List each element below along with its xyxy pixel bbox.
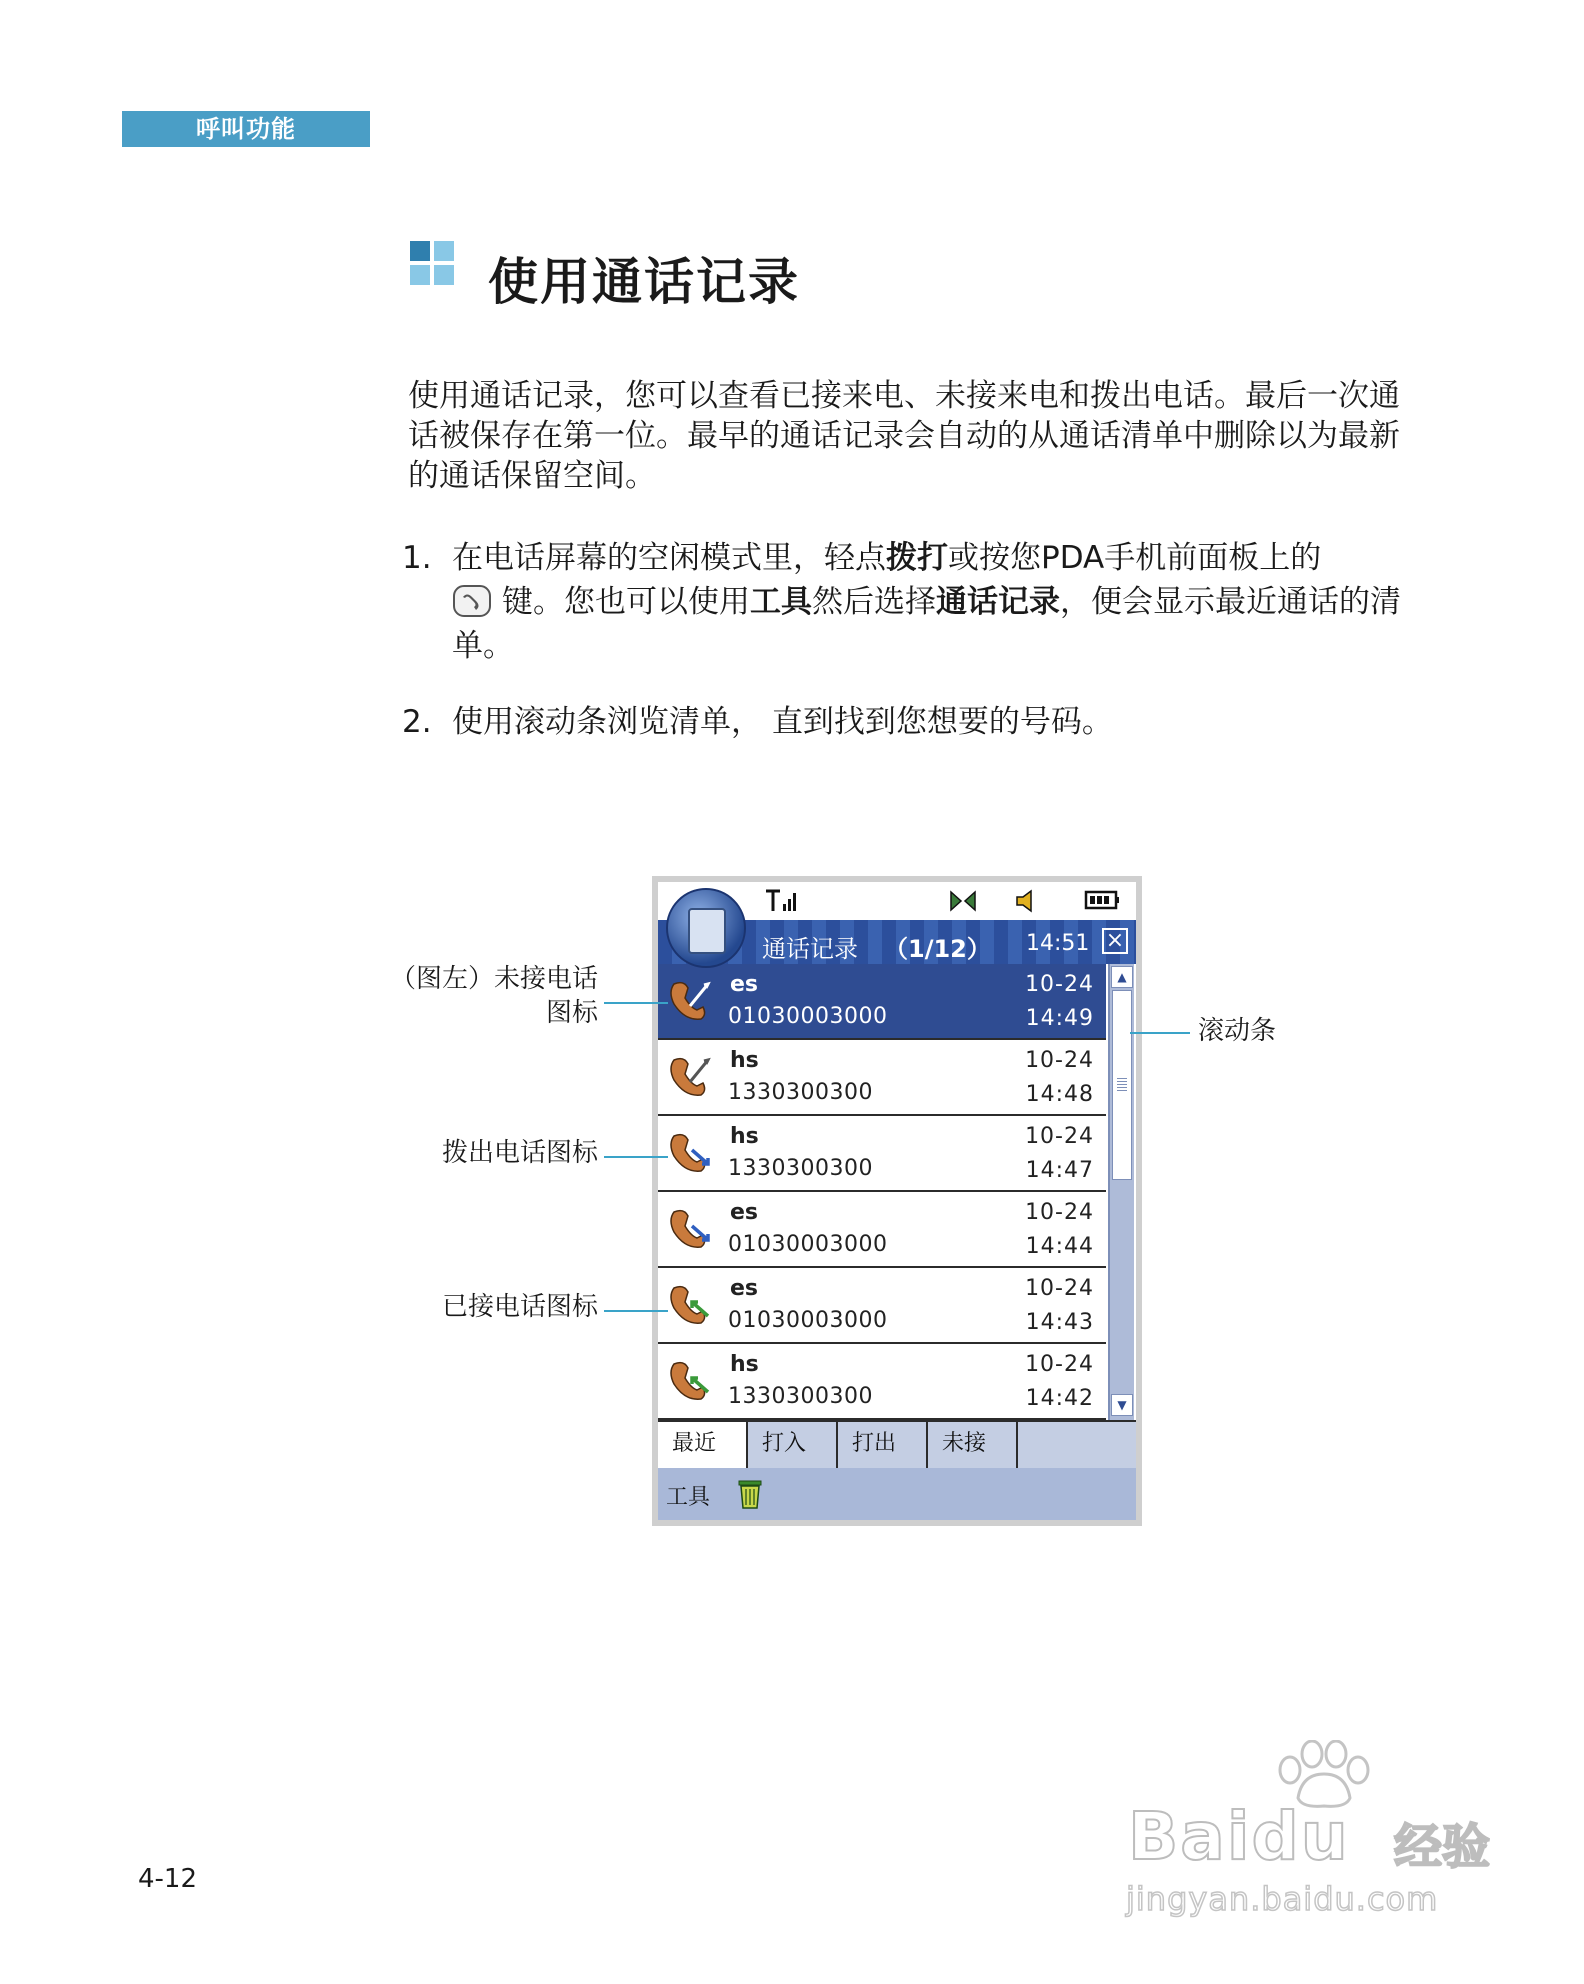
filter-tabs xyxy=(658,1420,1136,1468)
scroll-down-icon[interactable]: ▼ xyxy=(1111,1394,1133,1416)
call-log-row[interactable] xyxy=(658,964,1106,1040)
contact-name: hs xyxy=(730,1124,759,1149)
phone-number: 01030003000 xyxy=(728,1004,888,1029)
intro-paragraph: 使用通话记录，您可以查看已接来电、未接来电和拨出电话。最后一次通话被保存在第一位。最早的通话记录会自动的从通话清单中删除以为最新的通话保留空间。 xyxy=(408,378,1400,494)
window-title: 通话记录 xyxy=(762,935,858,963)
call-log-row[interactable] xyxy=(658,1116,1106,1192)
contact-name: es xyxy=(730,972,759,997)
phone-screenshot xyxy=(652,876,1142,1526)
step-body: 使用滚动条浏览清单， 直到找到您想要的号码。 xyxy=(452,704,1113,740)
call-time: 14:42 xyxy=(1025,1386,1094,1411)
close-button[interactable]: × xyxy=(1102,928,1128,954)
received-call-icon xyxy=(668,1358,712,1404)
tab-incoming[interactable]: 打入 xyxy=(748,1422,838,1468)
record-count: （1/12） xyxy=(884,935,991,963)
call-date: 10-24 xyxy=(1025,1276,1094,1301)
call-log-row[interactable] xyxy=(658,1344,1106,1420)
page-number: 4-12 xyxy=(138,1864,198,1894)
received-call-icon xyxy=(668,1282,712,1328)
call-log-app-icon xyxy=(666,888,746,968)
scrollbar-leader xyxy=(1130,1032,1190,1034)
speaker-icon xyxy=(1014,888,1038,914)
call-date: 10-24 xyxy=(1025,972,1094,997)
received-call-callout: 已接电话图标 xyxy=(441,1292,598,1322)
missed-call-icon xyxy=(668,978,712,1024)
section-tab: 呼叫功能 xyxy=(122,111,370,147)
call-log-list xyxy=(658,964,1106,1420)
call-time: 14:47 xyxy=(1025,1158,1094,1183)
call-time: 14:44 xyxy=(1025,1234,1094,1259)
contact-name: hs xyxy=(730,1048,759,1073)
call-date: 10-24 xyxy=(1025,1124,1094,1149)
tab-outgoing[interactable]: 打出 xyxy=(838,1422,928,1468)
watermark-sub: 经验 xyxy=(1394,1819,1491,1875)
tools-menu-button[interactable]: 工具 xyxy=(666,1485,711,1510)
signal-icon xyxy=(764,888,800,914)
scrollbar-callout: 滚动条 xyxy=(1198,1016,1277,1046)
clock: 14:51 xyxy=(1026,931,1090,956)
bluetooth-icon xyxy=(948,888,978,914)
phone-number: 1330300300 xyxy=(728,1080,873,1105)
missed-call-icon xyxy=(668,1054,712,1100)
step-1 xyxy=(402,536,1422,668)
dialed-call-callout: 拨出电话图标 xyxy=(441,1138,598,1168)
call-time: 14:48 xyxy=(1025,1082,1094,1107)
tools-term: 工具 xyxy=(750,584,812,620)
call-time: 14:49 xyxy=(1025,1006,1094,1031)
call-log-row[interactable] xyxy=(658,1192,1106,1268)
tab-missed[interactable]: 未接 xyxy=(928,1422,1018,1468)
dialed-call-icon xyxy=(668,1130,712,1176)
section-square-icon xyxy=(410,241,454,285)
scroll-up-icon[interactable]: ▲ xyxy=(1111,966,1133,988)
dial-term: 拨打 xyxy=(886,540,948,576)
call-log-row[interactable] xyxy=(658,1268,1106,1344)
step-number: 2. xyxy=(402,704,432,740)
call-key-icon xyxy=(452,584,492,618)
watermark-brand: Baidu xyxy=(1128,1798,1350,1875)
page-title: 使用通话记录 xyxy=(488,253,800,311)
bottom-toolbar xyxy=(658,1468,1136,1520)
dialed-call-icon xyxy=(668,1206,712,1252)
received-call-leader xyxy=(604,1310,668,1312)
missed-call-leader xyxy=(604,1002,668,1004)
scroll-thumb[interactable] xyxy=(1112,990,1132,1180)
call-date: 10-24 xyxy=(1025,1352,1094,1377)
phone-number: 1330300300 xyxy=(728,1156,873,1181)
call-log-row[interactable] xyxy=(658,1040,1106,1116)
step-number: 1. xyxy=(402,540,432,576)
phone-screen xyxy=(658,882,1136,1520)
missed-call-callout: （图左）未接电话 图标 xyxy=(389,964,598,1028)
call-date: 10-24 xyxy=(1025,1048,1094,1073)
phone-number: 01030003000 xyxy=(728,1308,888,1333)
dialed-call-leader xyxy=(604,1156,668,1158)
contact-name: es xyxy=(730,1200,759,1225)
contact-name: es xyxy=(730,1276,759,1301)
watermark-url: jingyan.baidu.com xyxy=(1126,1880,1439,1918)
contact-name: hs xyxy=(730,1352,759,1377)
phone-number: 01030003000 xyxy=(728,1232,888,1257)
battery-icon xyxy=(1084,888,1120,912)
call-date: 10-24 xyxy=(1025,1200,1094,1225)
phone-number: 1330300300 xyxy=(728,1384,873,1409)
trash-icon[interactable] xyxy=(736,1478,764,1510)
watermark xyxy=(1118,1740,1498,1920)
tab-recent[interactable]: 最近 xyxy=(658,1422,748,1468)
call-time: 14:43 xyxy=(1025,1310,1094,1335)
step-2 xyxy=(402,700,1422,744)
call-log-term: 通话记录 xyxy=(936,584,1060,620)
step-body: 在电话屏幕的空闲模式里，轻点拨打或按您PDA手机前面板上的 键。您也可以使用工具然后选择通话记录，便会显示最近通话的清单。 xyxy=(452,540,1401,664)
